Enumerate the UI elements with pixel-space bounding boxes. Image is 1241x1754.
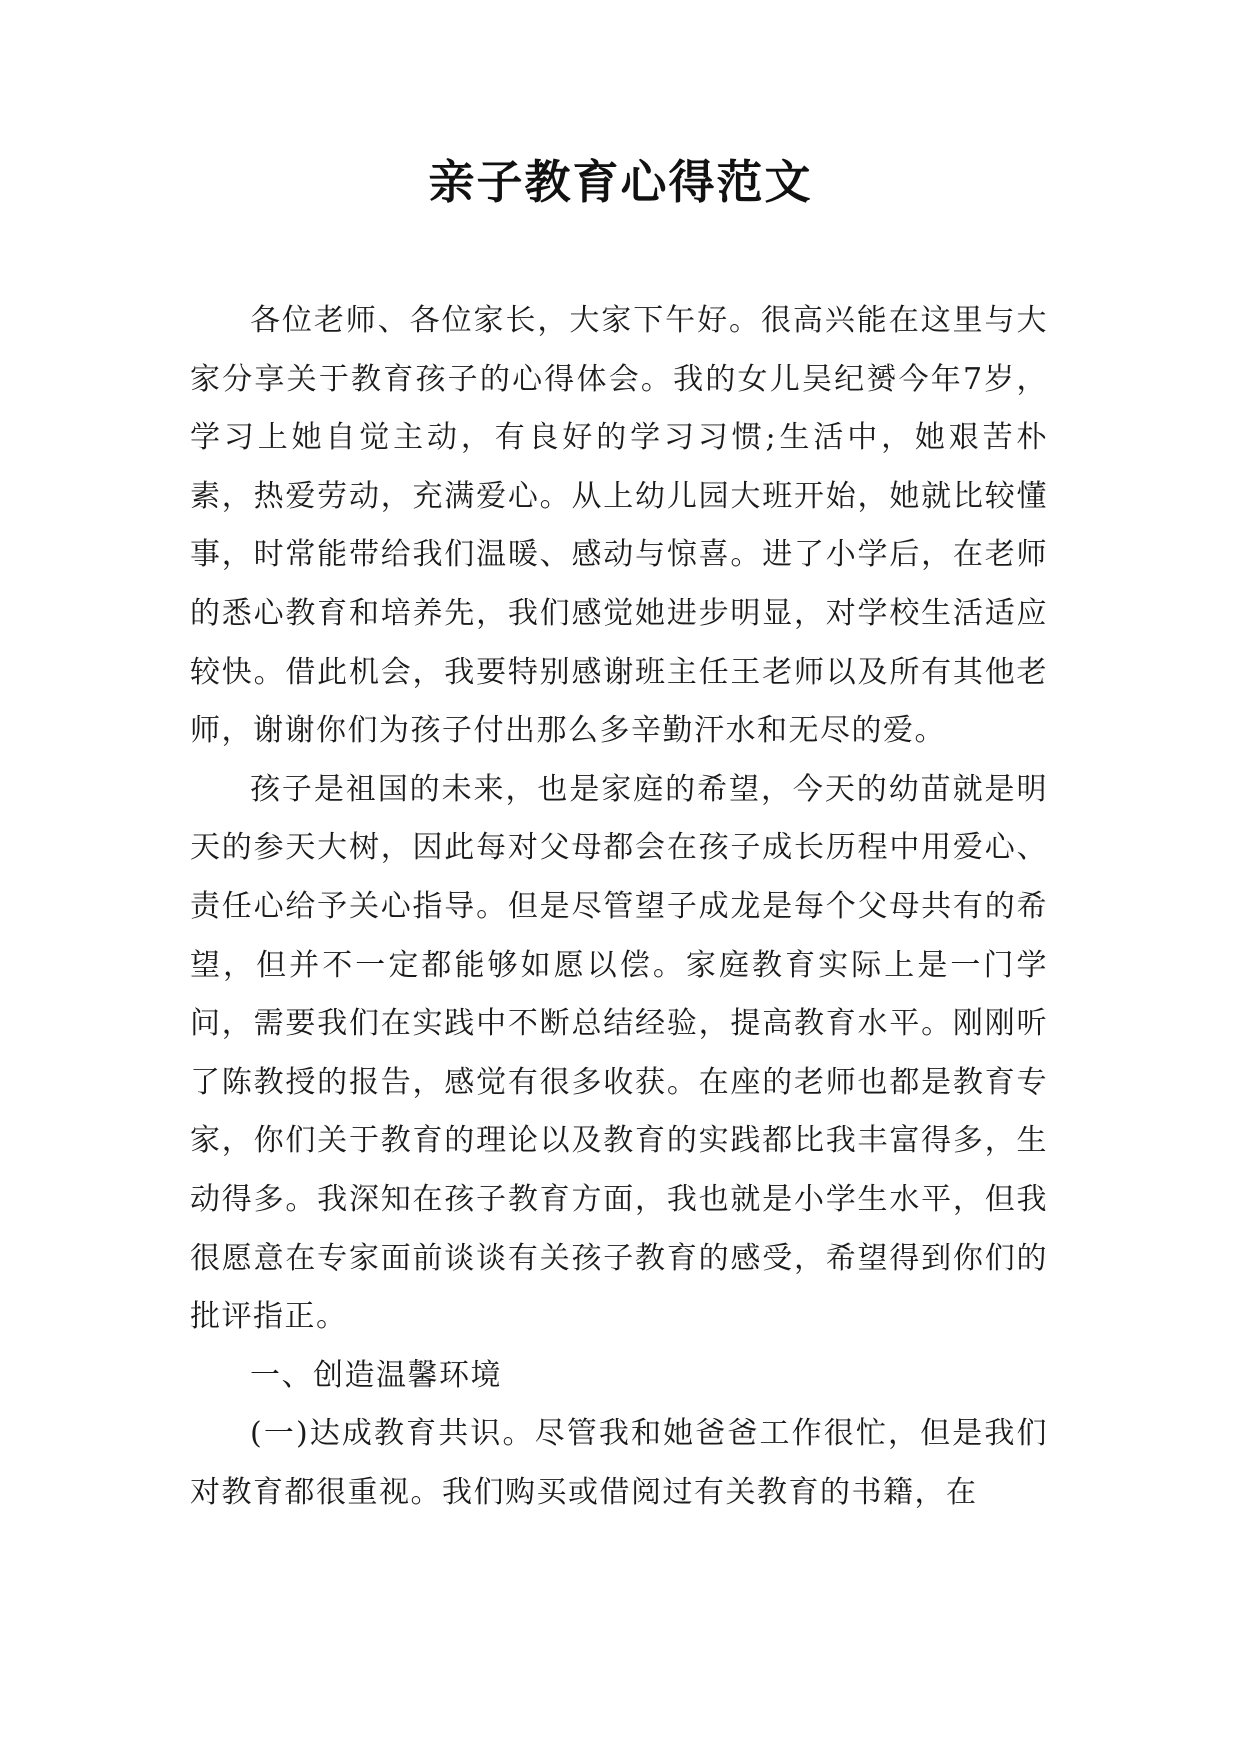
section-heading-warm-environment: 一、创造温馨环境 bbox=[250, 1357, 502, 1393]
paragraph-greeting: 各位老师、各位家长，大家下午好。很高兴能在这里与大家分享关于教育孩子的心得体会。我的女儿吴纪赟今年7岁，学习上她自觉主动，有良好的学习习惯;生活中，她艰苦朴素，热爱劳动，充满爱心。从上幼儿园大班开始，她就比较懂事，时常能带给我们温暖、感动与惊喜。进了小学后，在老师的悉心教育和培养先，我们感觉她进步明显，对学校生活适应较快。借此机会，我要特别感谢班主任王老师以及所有其他老师，谢谢你们为孩子付出那么多辛勤汗水和无尽的爱。 bbox=[190, 303, 1048, 749]
document-title: 亲子教育心得范文 bbox=[428, 155, 813, 209]
paragraph-education-consensus: (一)达成教育共识。尽管我和她爸爸工作很忙，但是我们对教育都很重视。我们购买或借阅过有关教育的书籍，在 bbox=[190, 1416, 1048, 1510]
document-body bbox=[190, 292, 1048, 1522]
paragraph-children-future: 孩子是祖国的未来，也是家庭的希望，今天的幼苗就是明天的参天大树，因此每对父母都会在孩子成长历程中用爱心、责任心给予关心指导。但是尽管望子成龙是每个父母共有的希望，但并不一定都能够如愿以偿。家庭教育实际上是一门学问，需要我们在实践中不断总结经验，提高教育水平。刚刚听了陈教授的报告，感觉有很多收获。在座的老师也都是教育专家，你们关于教育的理论以及教育的实践都比我丰富得多，生动得多。我深知在孩子教育方面，我也就是小学生水平，但我很愿意在专家面前谈谈有关孩子教育的感受，希望得到你们的批评指正。 bbox=[190, 771, 1048, 1335]
